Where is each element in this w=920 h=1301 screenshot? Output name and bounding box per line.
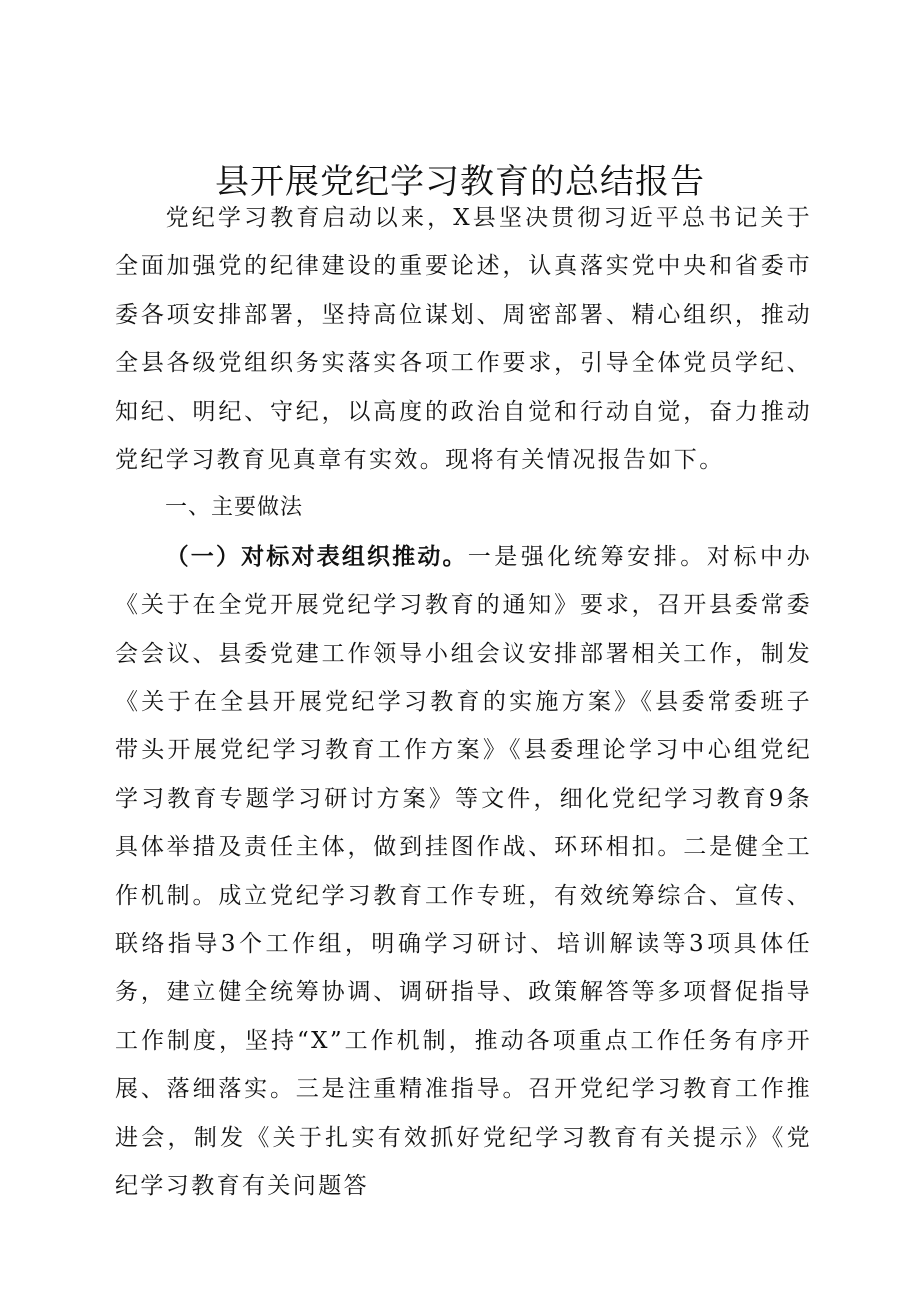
- subsection-text: 一是强化统筹安排。对标中办《关于在全党开展党纪学习教育的通知》要求，召开县委常委会会议、县委党建工作领导小组会议安排部署相关工作，制发《关于在全县开展党纪学习教育的实施方案》《县委常委班子带头开展党纪学习教育工作方案》《县委理论学习中心组党纪学习教育专题学习研讨方案》等文件，细化党纪学习教育9条具体举措及责任主体，做到挂图作战、环环相扣。二是健全工作机制。成立党纪学习教育工作专班，有效统筹综合、宣传、联络指导3个工作组，明确学习研讨、培训解读等3项具体任务，建立健全统筹协调、调研指导、政策解答等多项督促指导工作制度，坚持“X”工作机制，推动各项重点工作任务有序开展、落细落实。三是注重精准指导。召开党纪学习教育工作推进会，制发《关于扎实有效抓好党纪学习教育有关提示》《党纪学习教育有关问题答: [115, 543, 813, 1200]
- intro-paragraph: 党纪学习教育启动以来，X县坚决贯彻习近平总书记关于全面加强党的纪律建设的重要论述，认真落实党中央和省委市委各项安排部署，坚持高位谋划、周密部署、精心组织，推动全县各级党组织务实落实各项工作要求，引导全体党员学纪、知纪、明纪、守纪，以高度的政治自觉和行动自觉，奋力推动党纪学习教育见真章有实效。现将有关情况报告如下。: [115, 205, 812, 474]
- subsection-lead: （一）对标对表组织推动。: [165, 543, 468, 570]
- document-body: [115, 194, 812, 1211]
- subsection-paragraph-1: [115, 533, 812, 1211]
- section-heading-main-practices: 一、主要做法: [165, 495, 304, 521]
- document-title: 县开展党纪学习教育的总结报告: [215, 162, 705, 202]
